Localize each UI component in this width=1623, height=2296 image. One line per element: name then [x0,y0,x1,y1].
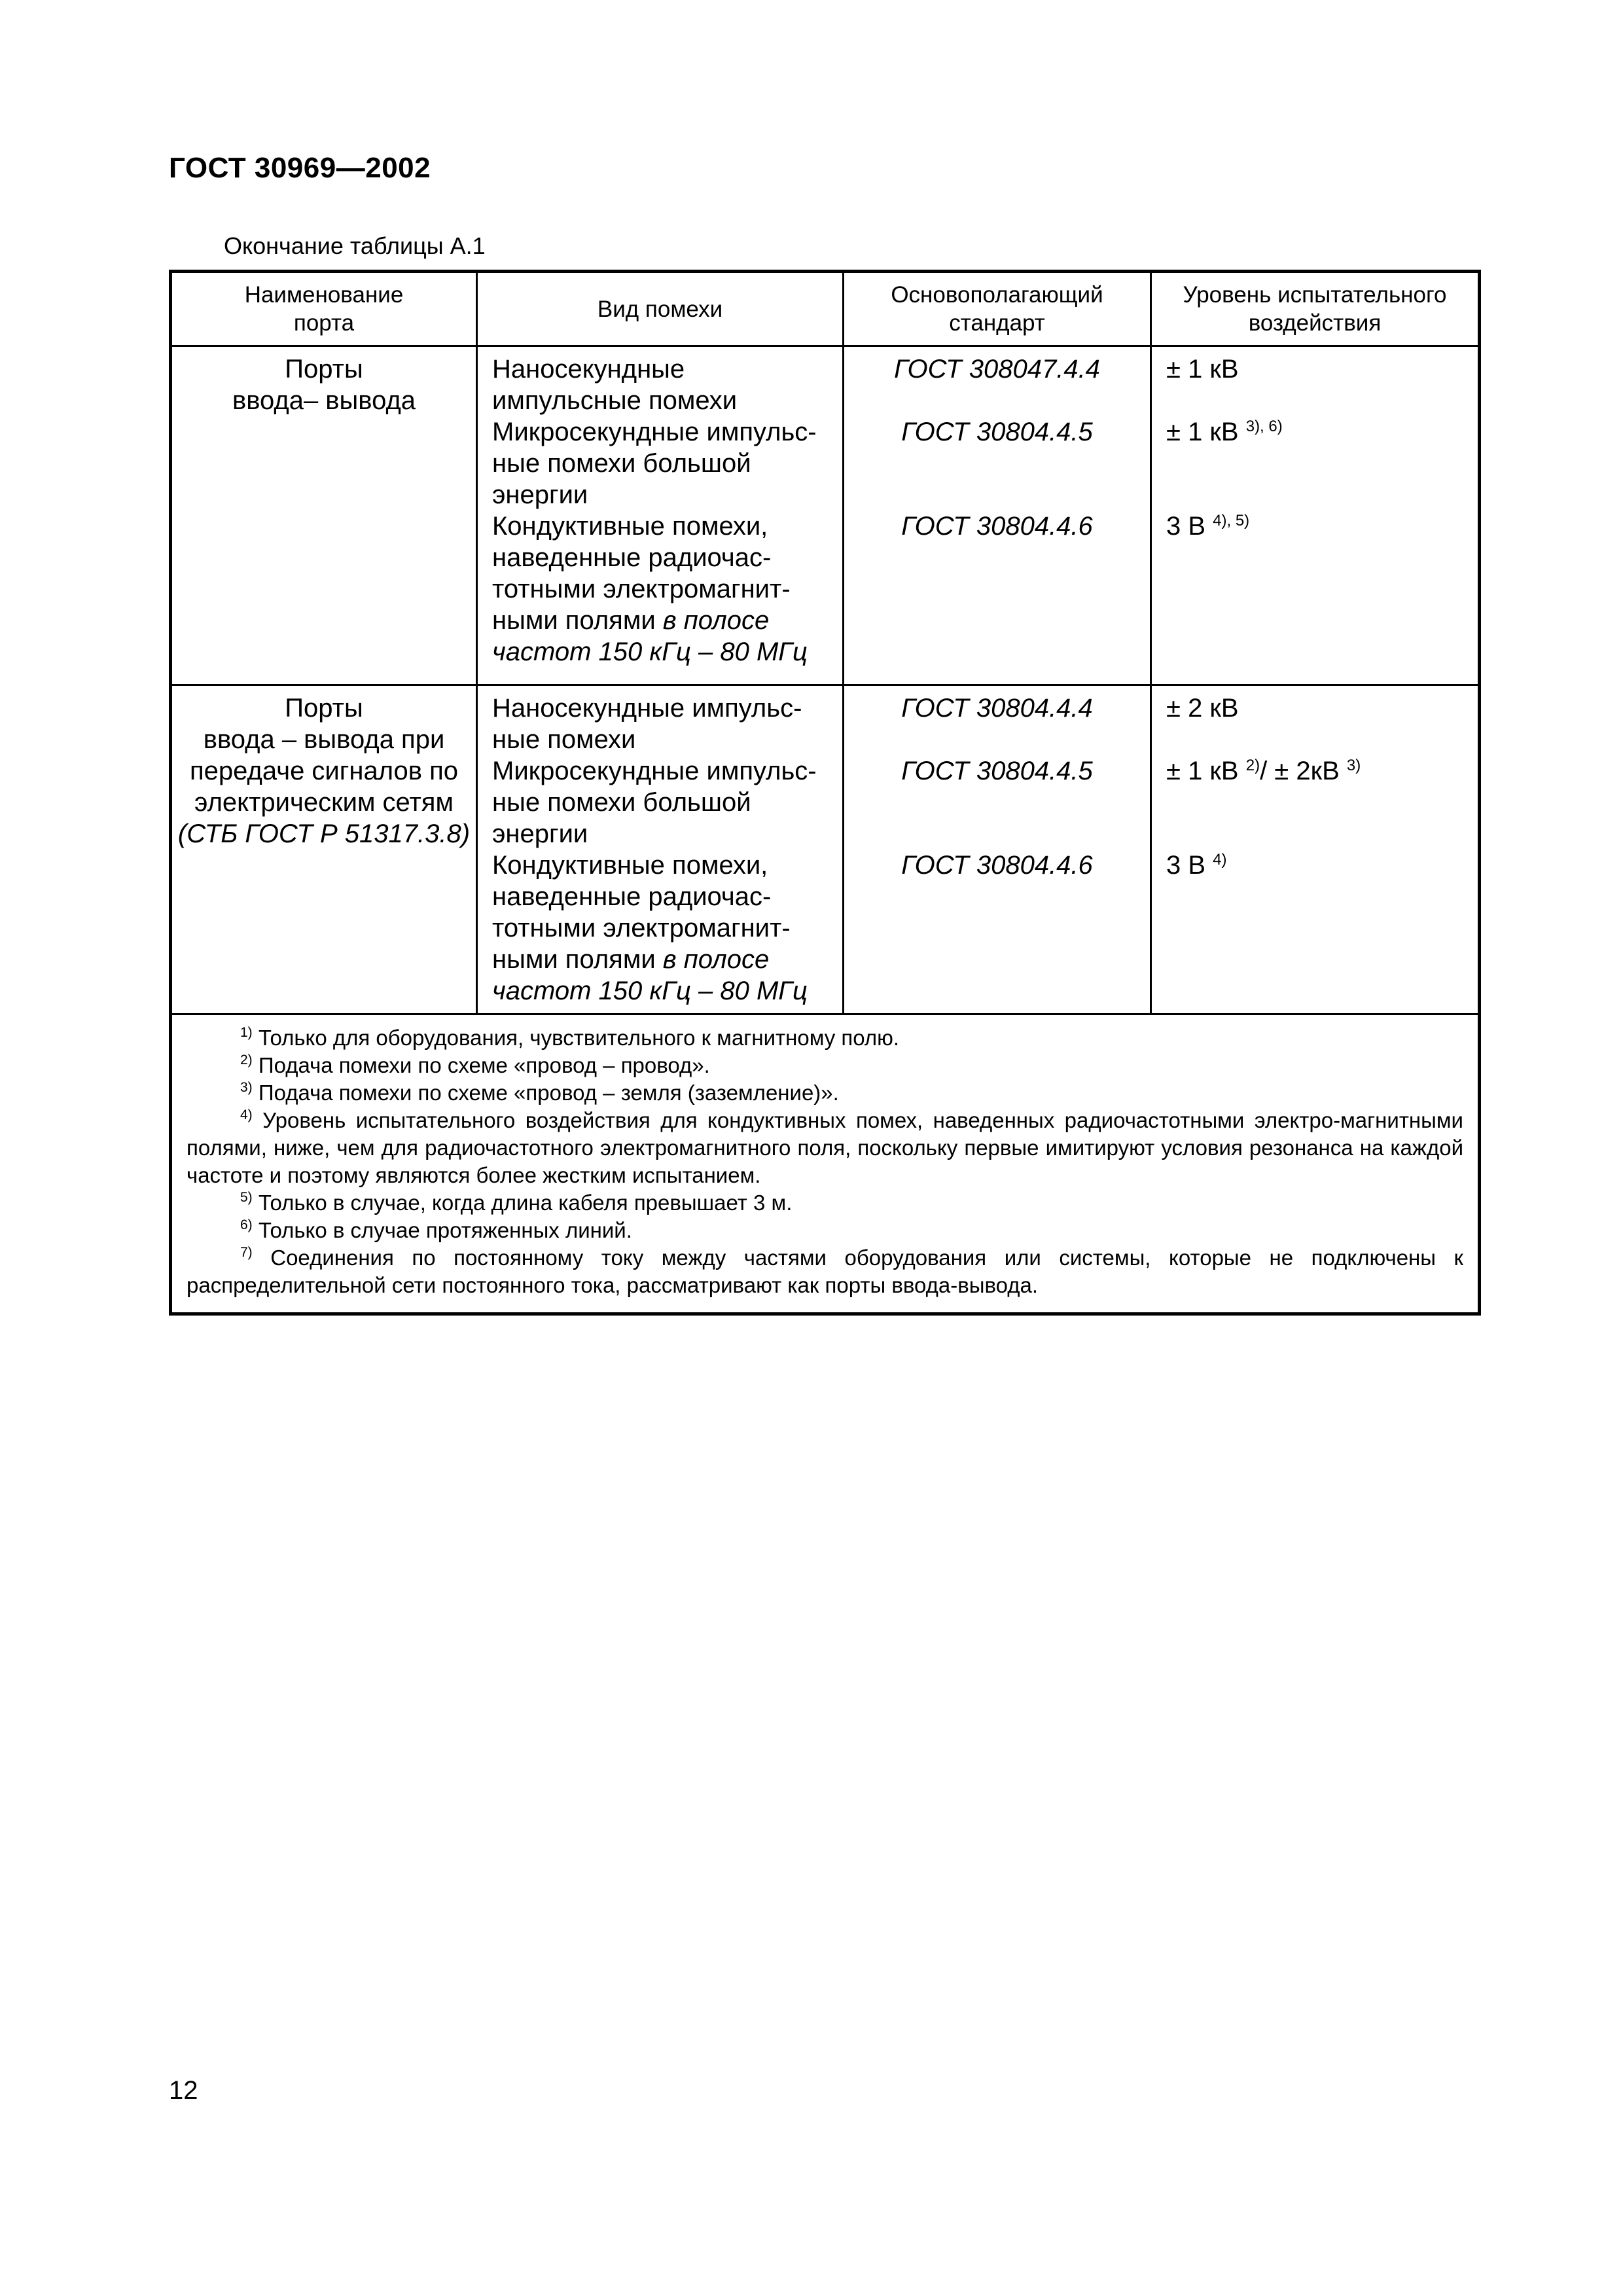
table-row [171,346,1480,685]
standard-ref: ГОСТ 308047.4.4 [894,355,1100,384]
standard-ref: ГОСТ 30804.4.6 [901,512,1093,541]
footnote-ref: 2) [1245,757,1260,774]
test-level: ± 1 кВ [1166,355,1239,384]
interference-type-cell [477,346,844,685]
port-line: электрическим сетям [194,788,454,817]
footnote-ref: 3), 6) [1245,418,1283,435]
table-caption: Окончание таблицы А.1 [224,232,486,259]
interference-type: Кондуктивные помехи, наведенные радиочас-тотными электромагнит-ными полями в полосе частот 150 кГц – 80 МГц [492,512,808,666]
footnote-ref: 3) [1346,757,1361,774]
header-standard: Основополагающий стандарт [844,272,1151,346]
notes-row [171,1014,1480,1314]
port-line: Порты [285,355,363,384]
header-type: Вид помехи [477,272,844,346]
interference-type: Микросекундные импульс-ные помехи большой энергии [492,757,817,848]
level-cell [1151,685,1480,1014]
interference-type: Наносекундные импульсные помехи [492,355,738,415]
standard-ref: ГОСТ 30804.4.5 [901,757,1093,785]
interference-type: Наносекундные импульс-ные помехи [492,694,802,754]
footnote: $^{2)}$ Подача помехи по схеме «провод – провод». [240,1052,710,1077]
footnote: $^{7)}$ Соединения по постоянному току между частями оборудования или системы, которые не подключены к распределительной сети постоянного тока, рассматривают как порты ввода-вывода. [187,1245,1463,1297]
interference-type-cell [477,685,844,1014]
interference-type: Кондуктивные помехи, наведенные радиочас-тотными электромагнит-ными полями в полосе частот 150 кГц – 80 МГц [492,851,808,1005]
test-level: ± 2 кВ [1166,694,1239,723]
standard-cell [844,685,1151,1014]
footnote: $^{3)}$ Подача помехи по схеме «провод – земля (заземление)». [240,1080,839,1105]
header-level: Уровень испытательного воздействия [1151,272,1480,346]
port-line: Порты [285,694,363,723]
table-row [171,685,1480,1014]
port-standard-ref: (СТБ ГОСТ Р 51317.3.8) [177,819,471,848]
test-level: ± 1 кВ $^{3), 6)}$ [1166,418,1283,446]
footnote-ref: 4), 5) [1213,512,1250,529]
standard-ref: ГОСТ 30804.4.4 [901,694,1093,723]
port-cell [171,346,477,685]
page-number: 12 [169,2076,198,2105]
port-line: передаче сигналов по [190,757,458,785]
test-level: ± 1 кВ $^{2)}$/ ± 2кВ $^{3)}$ [1166,757,1361,785]
interference-type: Микросекундные импульс-ные помехи большой энергии [492,418,817,509]
document-header: ГОСТ 30969—2002 [169,152,431,184]
test-level: 3 В $^{4), 5)}$ [1166,512,1250,541]
footnote: $^{1)}$ Только для оборудования, чувствительного к магнитному полю. [240,1025,900,1050]
standard-ref: ГОСТ 30804.4.5 [901,418,1093,446]
standard-ref: ГОСТ 30804.4.6 [901,851,1093,880]
standard-cell [844,346,1151,685]
port-line: ввода– вывода [232,386,416,415]
port-cell [171,685,477,1014]
header-port: Наименование порта [171,272,477,346]
test-level: 3 В $^{4)}$ [1166,851,1227,880]
level-cell [1151,346,1480,685]
footnote: $^{5)}$ Только в случае, когда длина кабеля превышает 3 м. [240,1190,793,1215]
table-header-row [171,272,1480,346]
footnotes [171,1014,1480,1314]
standards-table [169,270,1481,1316]
port-line: ввода – вывода при [203,725,445,754]
footnote-ref: 4) [1213,851,1227,869]
footnote: $^{6)}$ Только в случае протяженных линий. [240,1217,632,1242]
footnote: $^{4)}$ Уровень испытательного воздействия для кондуктивных помех, наведенных радиочастотными электро-магнитными полями, ниже, чем для радиочастотного электромагнитного поля, поскольку первые имитируют условия резонанса на каждой частоте и поэтому являются более жестким испытанием. [187,1107,1463,1187]
